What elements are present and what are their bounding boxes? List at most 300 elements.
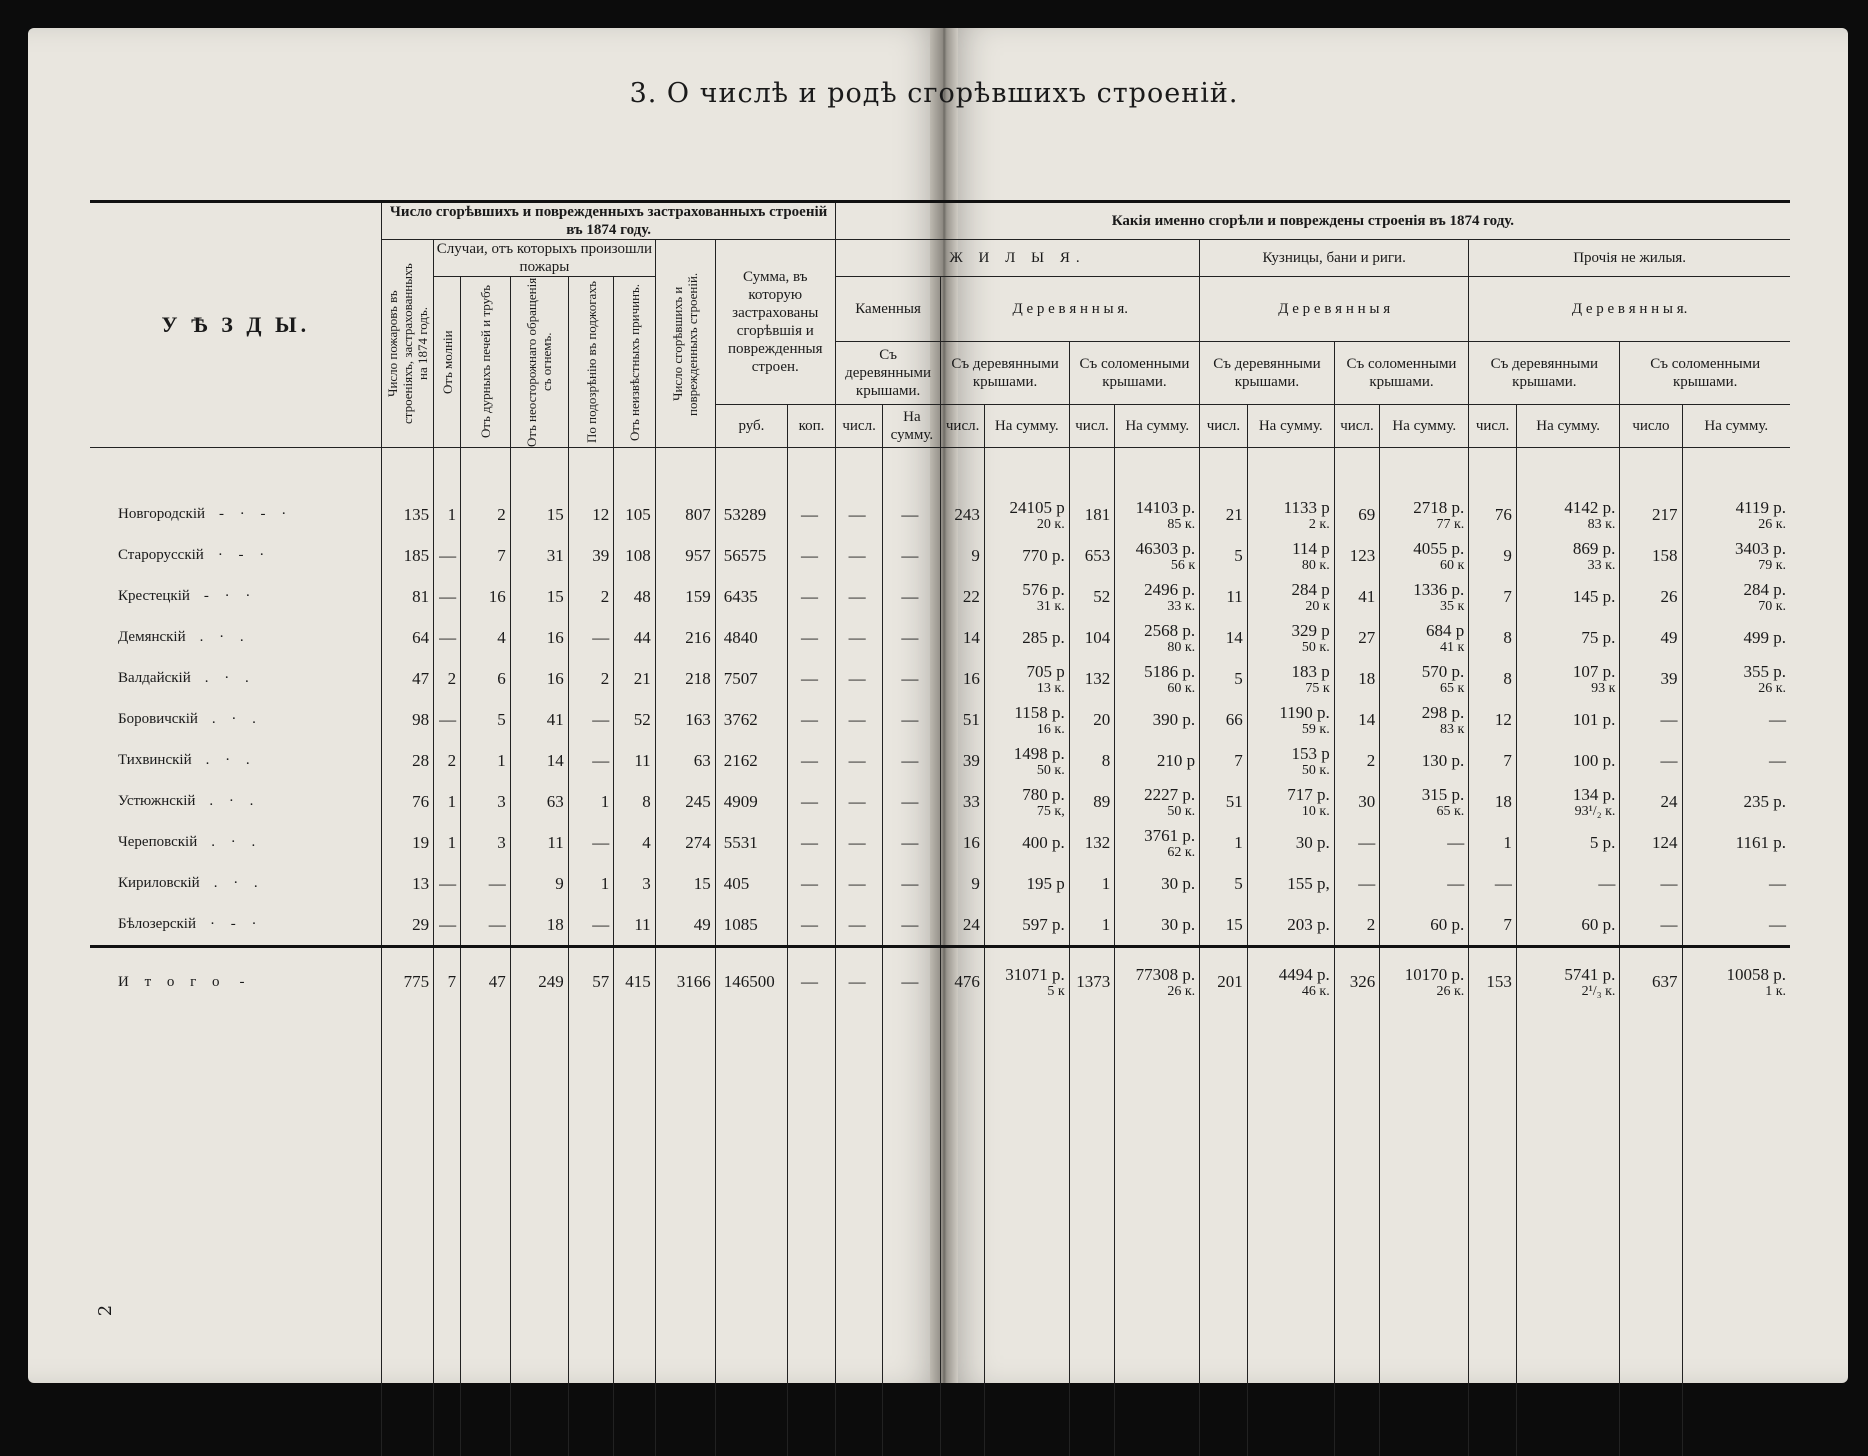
table-row: [90, 822, 1790, 863]
cell-ws_n: 132: [1069, 658, 1115, 699]
uezd-name: И т о г о: [118, 973, 226, 990]
cell-rub: 56575: [715, 535, 787, 576]
sum-rub: 30 р.: [1295, 832, 1330, 852]
smith-wood-roof-header: Съ деревянными крышами.: [1200, 342, 1335, 405]
uezd-name: Новгородскій: [118, 506, 206, 522]
cell-c4: —: [568, 904, 614, 947]
num-header: числ.: [941, 405, 984, 448]
sum-rub: 30 р.: [1161, 914, 1196, 934]
cell-ss: —: [883, 576, 941, 617]
leader-dots: - · - ·: [219, 506, 293, 522]
uezd-name-cell: [90, 494, 382, 535]
sum-rub: 77308 р.: [1135, 965, 1196, 984]
cell-burned: 63: [655, 740, 715, 781]
smith-straw-roof-header: Съ соломенными крышами.: [1334, 342, 1469, 405]
cell-ks_n: 41: [1334, 576, 1380, 617]
sum-kop: 83 к.: [1587, 516, 1616, 532]
sum-rub: 2718 р.: [1413, 497, 1465, 517]
cell-c1: —: [434, 863, 461, 904]
cell-od_n: 7: [1469, 576, 1517, 617]
sum-rub: —: [1447, 832, 1465, 852]
fires-table: [90, 200, 1790, 1456]
sum-kop: 56 к: [1170, 557, 1196, 573]
table-row: [90, 740, 1790, 781]
cell-c1: —: [434, 904, 461, 947]
sum-rub: 2227 р.: [1144, 784, 1196, 804]
sum-rub: 14103 р.: [1135, 497, 1196, 517]
cell-c4: —: [568, 617, 614, 658]
cell-kd_n: 66: [1200, 699, 1248, 740]
leader-dots: . · .: [204, 670, 255, 686]
cell-ks_n: —: [1334, 822, 1380, 863]
cell-kop: —: [788, 576, 836, 617]
cell-rub: 146500: [715, 947, 787, 1017]
cell-kd_n: 51: [1200, 781, 1248, 822]
cell-od_s: [1516, 535, 1620, 576]
cell-wd_n: 476: [941, 947, 984, 1017]
uezd-name-cell: [90, 576, 382, 617]
cell-kd_n: 201: [1200, 947, 1248, 1017]
sum-rub: 390 р.: [1152, 709, 1196, 729]
sum-rub: 60 р.: [1581, 914, 1616, 934]
cell-kop: —: [788, 658, 836, 699]
sum-rub: 717 р.: [1287, 784, 1330, 804]
cell-c3: 9: [510, 863, 568, 904]
uezd-name-cell: [90, 658, 382, 699]
cell-ks_n: 30: [1334, 781, 1380, 822]
num-header: числ.: [835, 405, 883, 448]
cell-ws_n: 104: [1069, 617, 1115, 658]
sum-rub: 5 р.: [1589, 832, 1616, 852]
sum-rub: 1133 р: [1283, 497, 1330, 517]
cell-wd_n: 9: [941, 535, 984, 576]
cell-kd_s: [1247, 863, 1334, 904]
cell-os_n: 124: [1620, 822, 1682, 863]
cell-rub: 2162: [715, 740, 787, 781]
cell-wd_n: 22: [941, 576, 984, 617]
cell-fires: 19: [382, 822, 434, 863]
cell-fires: 76: [382, 781, 434, 822]
sum-kop: 50 к.: [1036, 762, 1065, 778]
sum-header: На сумму.: [1380, 405, 1469, 448]
cell-ws_n: 1: [1069, 863, 1115, 904]
cell-os_n: 24: [1620, 781, 1682, 822]
sum-kop: 65 к.: [1436, 803, 1465, 819]
sum-rub: 183 р: [1291, 661, 1330, 681]
other-header: Прочія не жилыя.: [1469, 240, 1790, 277]
sum-header: На сумму.: [1682, 405, 1790, 448]
cell-kd_n: 1: [1200, 822, 1248, 863]
cell-burned: 957: [655, 535, 715, 576]
cell-ks_n: 2: [1334, 904, 1380, 947]
sum-rub: 145 р.: [1572, 586, 1616, 606]
sum-rub: 770 р.: [1022, 545, 1065, 565]
cell-ws_n: 20: [1069, 699, 1115, 740]
cell-kd_s: [1247, 494, 1334, 535]
cell-kd_n: 11: [1200, 576, 1248, 617]
cell-kd_n: 5: [1200, 863, 1248, 904]
sum-kop: 26 к.: [1436, 984, 1465, 999]
uezd-name: Боровичскій: [118, 711, 198, 727]
sum-rub: 31071 р.: [1005, 965, 1065, 984]
uezd-name-cell: [90, 863, 382, 904]
cell-c4: —: [568, 699, 614, 740]
cell-ks_s: [1380, 576, 1469, 617]
uezd-name-cell: [90, 699, 382, 740]
cell-os_n: 217: [1620, 494, 1682, 535]
sum-kop: 50 к.: [1167, 803, 1196, 819]
sum-rub: 3403 р.: [1735, 538, 1786, 558]
cell-ks_n: 27: [1334, 617, 1380, 658]
cell-od_n: 8: [1469, 617, 1517, 658]
sum-rub: 597 р.: [1022, 914, 1065, 934]
cell-c3: 16: [510, 658, 568, 699]
sum-rub: 705 р: [1026, 661, 1065, 681]
cause-stoves-header: Отъ дурныхъ печей и трубъ: [461, 277, 511, 448]
sum-rub: 2568 р.: [1144, 620, 1196, 640]
sum-rub: 5186 р.: [1144, 661, 1196, 681]
uezd-name-cell: [90, 947, 382, 1017]
sum-rub: 869 р.: [1572, 538, 1616, 558]
sum-kop: 93¹/₂ к.: [1574, 803, 1616, 819]
sum-rub: 4494 р.: [1278, 965, 1330, 984]
cell-c2: 16: [461, 576, 511, 617]
sum-kop: 85 к.: [1167, 516, 1196, 532]
cell-ks_n: 18: [1334, 658, 1380, 699]
cell-wd_s: [984, 699, 1069, 740]
cell-os_n: 39: [1620, 658, 1682, 699]
cell-c3: 14: [510, 740, 568, 781]
leader-dots: · - ·: [209, 916, 263, 932]
cell-od_s: [1516, 904, 1620, 947]
cell-kop: —: [788, 904, 836, 947]
cell-ks_s: [1380, 658, 1469, 699]
cell-ks_s: [1380, 699, 1469, 740]
cell-c2: 47: [461, 947, 511, 1017]
cell-rub: 6435: [715, 576, 787, 617]
cell-sk: —: [835, 947, 883, 1017]
cell-sk: —: [835, 617, 883, 658]
cell-c5: 11: [614, 740, 655, 781]
cell-rub: 5531: [715, 822, 787, 863]
cell-kop: —: [788, 699, 836, 740]
blank-area: [90, 1016, 1790, 1456]
uezdy-header: У Ѣ З Д Ы.: [90, 202, 382, 448]
table-row: [90, 617, 1790, 658]
cell-rub: 1085: [715, 904, 787, 947]
num-header: числ.: [1069, 405, 1115, 448]
cell-os_n: 49: [1620, 617, 1682, 658]
sum-kop: 79 к.: [1758, 557, 1786, 573]
cell-burned: 216: [655, 617, 715, 658]
cause-careless-header: Отъ неосторожнаго обращенія съ огнемъ.: [510, 277, 568, 448]
num-header: числ.: [1200, 405, 1248, 448]
cell-ks_s: [1380, 904, 1469, 947]
cell-c1: 2: [434, 658, 461, 699]
sum-rub: 153 р: [1291, 743, 1330, 763]
sum-rub: 134 р.: [1572, 784, 1616, 804]
cell-c3: 11: [510, 822, 568, 863]
sum-kop: 20 к.: [1036, 516, 1065, 532]
sum-rub: 284 р.: [1743, 579, 1786, 599]
sum-rub: 24105 р: [1009, 497, 1065, 517]
sum-rub: 499 р.: [1743, 627, 1786, 647]
sum-rub: 576 р.: [1022, 579, 1065, 599]
sum-rub: 235 р.: [1743, 791, 1786, 811]
cell-c4: 2: [568, 576, 614, 617]
cell-wd_s: [984, 904, 1069, 947]
cell-ss: —: [883, 822, 941, 863]
cell-c5: 44: [614, 617, 655, 658]
uezd-name: Бѣлозерскій: [118, 916, 196, 932]
sum-kop: 65 к: [1439, 680, 1465, 696]
sum-rub: 285 р.: [1022, 627, 1065, 647]
sum-kop: 50 к.: [1301, 639, 1330, 655]
sum-header: На сумму.: [1115, 405, 1200, 448]
cell-os_n: —: [1620, 699, 1682, 740]
sum-kop: 41 к: [1439, 639, 1465, 655]
cell-ks_s: [1380, 947, 1469, 1017]
uezd-name: Крестецкій: [118, 588, 190, 604]
cell-ws_s: [1115, 740, 1200, 781]
sum-rub: —: [1769, 873, 1786, 893]
cell-c1: 7: [434, 947, 461, 1017]
cell-c5: 48: [614, 576, 655, 617]
sum-kop: 1 к.: [1765, 984, 1786, 999]
cell-ss: —: [883, 863, 941, 904]
sum-rub: 1158 р.: [1014, 702, 1065, 722]
sum-kop: 10 к.: [1301, 803, 1330, 819]
sum-rub: 298 р.: [1421, 702, 1465, 722]
sum-kop: 31 к.: [1036, 598, 1065, 614]
cell-ss: —: [883, 658, 941, 699]
sum-rub: 684 р: [1426, 620, 1465, 640]
uezd-name-cell: [90, 904, 382, 947]
table-row: [90, 494, 1790, 535]
cell-rub: 53289: [715, 494, 787, 535]
cell-ws_s: [1115, 699, 1200, 740]
cell-wd_n: 33: [941, 781, 984, 822]
cell-ws_s: [1115, 781, 1200, 822]
sum-rub: 75 р.: [1581, 627, 1616, 647]
cell-kd_s: [1247, 947, 1334, 1017]
table-row: [90, 658, 1790, 699]
cell-ss: —: [883, 947, 941, 1017]
sum-header: На сумму.: [883, 405, 941, 448]
cell-od_n: 7: [1469, 740, 1517, 781]
cell-c2: 4: [461, 617, 511, 658]
sum-rub: 10058 р.: [1726, 965, 1786, 984]
cell-os_s: [1682, 658, 1790, 699]
table-row: [90, 863, 1790, 904]
uezd-name-cell: [90, 740, 382, 781]
cell-kd_s: [1247, 576, 1334, 617]
cell-os_n: 637: [1620, 947, 1682, 1017]
cell-wd_s: [984, 947, 1069, 1017]
cell-kd_n: 14: [1200, 617, 1248, 658]
cell-ks_n: 69: [1334, 494, 1380, 535]
sum-rub: 101 р.: [1572, 709, 1616, 729]
sum-rub: 4142 р.: [1564, 497, 1616, 517]
sum-kop: 2¹/₃ к.: [1581, 984, 1616, 999]
cell-rub: 4840: [715, 617, 787, 658]
cell-fires: 81: [382, 576, 434, 617]
cell-fires: 185: [382, 535, 434, 576]
cell-c5: 108: [614, 535, 655, 576]
sum-kop: 26 к.: [1758, 680, 1786, 696]
cell-burned: 159: [655, 576, 715, 617]
sum-rub: 114 р: [1292, 538, 1330, 558]
cell-c2: 2: [461, 494, 511, 535]
cell-os_n: —: [1620, 863, 1682, 904]
cell-ws_n: 132: [1069, 822, 1115, 863]
uezd-name-cell: [90, 822, 382, 863]
causes-header: Случаи, отъ которыхъ произошли пожары: [434, 240, 656, 277]
sum-rub: 10170 р.: [1404, 965, 1465, 984]
cell-sk: —: [835, 658, 883, 699]
cell-kd_s: [1247, 740, 1334, 781]
cell-ws_n: 1: [1069, 904, 1115, 947]
sum-rub: 400 р.: [1022, 832, 1065, 852]
cell-ss: —: [883, 535, 941, 576]
uezd-name: Устюжнскій: [118, 793, 196, 809]
smithies-header: Кузницы, бани и риги.: [1200, 240, 1469, 277]
cell-od_n: 18: [1469, 781, 1517, 822]
cell-kd_n: 5: [1200, 535, 1248, 576]
table-row: [90, 904, 1790, 947]
cell-wd_s: [984, 781, 1069, 822]
sum-kop: 93 к: [1591, 680, 1616, 696]
sum-rub: 60 р.: [1430, 914, 1465, 934]
leader-dots: - · ·: [203, 588, 257, 604]
cell-wd_n: 16: [941, 658, 984, 699]
res-wood-roof-header: Съ деревянными крышами.: [941, 342, 1069, 405]
count-fires-header: Число пожаровъ въ строеніяхъ, застрахованныхъ на 1874 годъ.: [382, 240, 434, 448]
sum-rub: 4055 р.: [1413, 538, 1465, 558]
sum-kop: 16 к.: [1036, 721, 1065, 737]
cell-ss: —: [883, 699, 941, 740]
sum-rub: 315 р.: [1421, 784, 1465, 804]
cell-c3: 16: [510, 617, 568, 658]
cell-ks_s: [1380, 535, 1469, 576]
uezd-name: Валдайскій: [118, 670, 191, 686]
group-right-header: Какія именно сгорѣли и повреждены строенія въ 1874 году.: [835, 202, 1790, 240]
sum-rub: 329 р: [1291, 620, 1330, 640]
leader-dots: . · .: [211, 711, 262, 727]
cell-od_s: [1516, 947, 1620, 1017]
cell-burned: 163: [655, 699, 715, 740]
cell-sk: —: [835, 699, 883, 740]
cell-burned: 49: [655, 904, 715, 947]
cell-od_n: 153: [1469, 947, 1517, 1017]
cell-kd_n: 5: [1200, 658, 1248, 699]
sum-kop: 60 к.: [1167, 680, 1196, 696]
cause-lightning-header: Отъ молніи: [434, 277, 461, 448]
cell-rub: 7507: [715, 658, 787, 699]
cell-ks_n: 2: [1334, 740, 1380, 781]
cell-c3: 15: [510, 494, 568, 535]
cell-kop: —: [788, 617, 836, 658]
cell-kd_n: 21: [1200, 494, 1248, 535]
sum-rub: 203 р.: [1287, 914, 1330, 934]
cell-ws_s: [1115, 576, 1200, 617]
table-row: [90, 535, 1790, 576]
cell-kop: —: [788, 740, 836, 781]
sum-kop: 46 к.: [1301, 984, 1330, 999]
cell-kop: —: [788, 494, 836, 535]
cell-c4: 39: [568, 535, 614, 576]
cell-os_s: [1682, 863, 1790, 904]
cell-ws_s: [1115, 535, 1200, 576]
cell-sk: —: [835, 822, 883, 863]
cell-od_s: [1516, 822, 1620, 863]
sum-rub: 155 р,: [1287, 873, 1330, 893]
cell-od_n: —: [1469, 863, 1517, 904]
cell-c4: —: [568, 822, 614, 863]
cell-kd_s: [1247, 658, 1334, 699]
cell-ss: —: [883, 904, 941, 947]
cell-burned: 3166: [655, 947, 715, 1017]
cell-os_s: [1682, 781, 1790, 822]
cell-wd_s: [984, 740, 1069, 781]
cell-sk: —: [835, 781, 883, 822]
leader-dots: . · .: [199, 629, 250, 645]
cell-kop: —: [788, 822, 836, 863]
cell-ks_s: [1380, 781, 1469, 822]
leader-dots: . · .: [213, 875, 264, 891]
sum-rub: 1336 р.: [1413, 579, 1465, 599]
cell-wd_s: [984, 658, 1069, 699]
cell-od_n: 1: [1469, 822, 1517, 863]
wooden2-header: Д е р е в я н н ы я: [1200, 277, 1469, 342]
cell-kd_s: [1247, 781, 1334, 822]
cell-fires: 47: [382, 658, 434, 699]
leader-dots: . · .: [205, 752, 256, 768]
cell-os_n: 158: [1620, 535, 1682, 576]
sum-rub: —: [1447, 873, 1465, 893]
cell-burned: 274: [655, 822, 715, 863]
cell-c2: 6: [461, 658, 511, 699]
sum-header: На сумму.: [1247, 405, 1334, 448]
cell-sk: —: [835, 863, 883, 904]
cell-wd_n: 39: [941, 740, 984, 781]
sum-rub: 46303 р.: [1135, 538, 1196, 558]
sum-kop: 20 к: [1305, 598, 1330, 614]
cell-od_s: [1516, 617, 1620, 658]
cell-fires: 98: [382, 699, 434, 740]
cell-c1: 1: [434, 781, 461, 822]
sum-rub: 4119 р.: [1735, 497, 1786, 517]
cell-ws_s: [1115, 822, 1200, 863]
group-left-header: Число сгорѣвшихъ и поврежденныхъ застрахованныхъ строеній въ 1874 году.: [382, 202, 835, 240]
cell-od_s: [1516, 658, 1620, 699]
cell-c5: 415: [614, 947, 655, 1017]
cell-kop: —: [788, 947, 836, 1017]
cell-sk: —: [835, 740, 883, 781]
sum-header: На сумму.: [984, 405, 1069, 448]
cell-wd_n: 16: [941, 822, 984, 863]
cell-od_s: [1516, 863, 1620, 904]
cell-od_s: [1516, 699, 1620, 740]
sum-rub: —: [1598, 873, 1616, 893]
cell-c5: 4: [614, 822, 655, 863]
sum-rub: 355 р.: [1743, 661, 1786, 681]
other-wood-roof-header: Съ деревянными крышами.: [1469, 342, 1620, 405]
residential-header: Ж И Л Ы Я.: [835, 240, 1199, 277]
cell-c4: 1: [568, 781, 614, 822]
cell-od_n: 8: [1469, 658, 1517, 699]
sum-rub: 2496 р.: [1144, 579, 1196, 599]
